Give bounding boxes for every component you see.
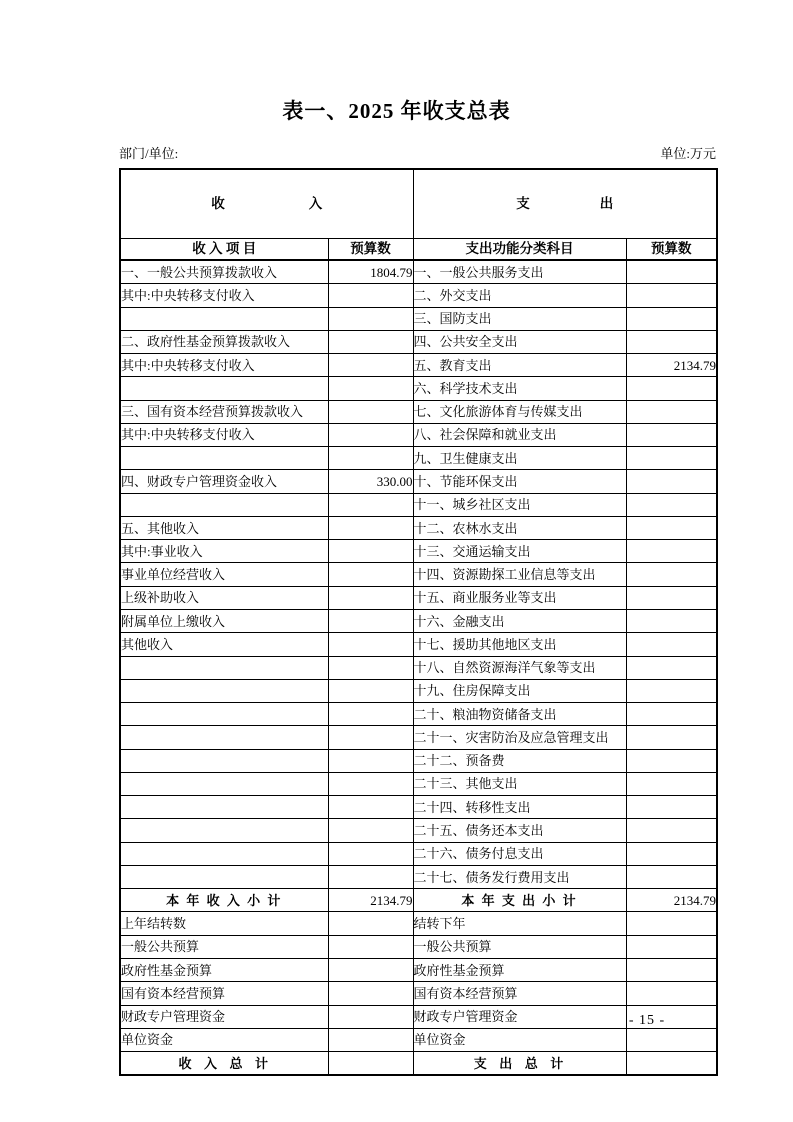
table-row xyxy=(120,586,717,609)
expense-value-cell xyxy=(626,400,717,423)
income-item-cell xyxy=(120,726,328,749)
income-item-cell: 五、其他收入 xyxy=(120,516,328,539)
income-value-cell xyxy=(328,1052,413,1076)
income-item-cell xyxy=(120,749,328,772)
table-row xyxy=(120,726,717,749)
table-row xyxy=(120,935,717,958)
income-item-cell: 其中:事业收入 xyxy=(120,540,328,563)
table-row xyxy=(120,819,717,842)
income-value-cell xyxy=(328,307,413,330)
column-header-row xyxy=(120,238,717,260)
expense-item-cell: 十四、资源勘探工业信息等支出 xyxy=(413,563,626,586)
income-value-cell xyxy=(328,354,413,377)
income-item-cell: 上级补助收入 xyxy=(120,586,328,609)
expense-item-cell: 二十四、转移性支出 xyxy=(413,796,626,819)
income-value-cell: 330.00 xyxy=(328,470,413,493)
expense-value-cell xyxy=(626,516,717,539)
table-row xyxy=(120,1052,717,1076)
page-title: 表一、2025 年收支总表 xyxy=(282,99,511,123)
expense-item-cell: 二十七、债务发行费用支出 xyxy=(413,865,626,888)
table-row xyxy=(120,912,717,935)
expense-item-cell: 七、文化旅游体育与传媒支出 xyxy=(413,400,626,423)
income-item-cell: 一般公共预算 xyxy=(120,935,328,958)
expense-item-cell: 国有资本经营预算 xyxy=(413,982,626,1005)
expense-item-cell: 一般公共预算 xyxy=(413,935,626,958)
income-item-cell xyxy=(120,377,328,400)
table-row xyxy=(120,749,717,772)
expense-item-cell: 五、教育支出 xyxy=(413,354,626,377)
income-item-cell xyxy=(120,447,328,470)
expense-value-cell xyxy=(626,958,717,981)
expense-value-cell xyxy=(626,1052,717,1076)
income-value-cell xyxy=(328,749,413,772)
expense-value-cell xyxy=(626,284,717,307)
income-item-cell: 其中:中央转移支付收入 xyxy=(120,354,328,377)
income-value-cell xyxy=(328,819,413,842)
table-row xyxy=(120,656,717,679)
income-item-cell xyxy=(120,865,328,888)
expense-item-cell: 二十五、债务还本支出 xyxy=(413,819,626,842)
expense-item-cell: 十二、农林水支出 xyxy=(413,516,626,539)
income-item-cell xyxy=(120,819,328,842)
income-budget-header: 预算数 xyxy=(328,238,413,260)
table-row xyxy=(120,260,717,284)
expense-value-cell xyxy=(626,330,717,353)
table-row xyxy=(120,842,717,865)
income-item-cell xyxy=(120,307,328,330)
table-row xyxy=(120,563,717,586)
income-item-cell: 国有资本经营预算 xyxy=(120,982,328,1005)
income-group-char-1: 收 xyxy=(211,196,225,211)
expense-value-cell xyxy=(626,865,717,888)
expense-value-cell xyxy=(626,563,717,586)
income-item-cell xyxy=(120,493,328,516)
expense-value-cell xyxy=(626,656,717,679)
table-row xyxy=(120,447,717,470)
group-header-row xyxy=(120,169,717,238)
expense-item-cell: 二、外交支出 xyxy=(413,284,626,307)
table-row xyxy=(120,982,717,1005)
table-row xyxy=(120,516,717,539)
expense-value-cell: 2134.79 xyxy=(626,354,717,377)
expense-item-cell: 一、一般公共服务支出 xyxy=(413,260,626,284)
income-item-cell: 本 年 收 入 小 计 xyxy=(120,889,328,912)
income-item-cell xyxy=(120,703,328,726)
income-value-cell xyxy=(328,377,413,400)
income-value-cell xyxy=(328,609,413,632)
income-value-cell xyxy=(328,563,413,586)
table-row xyxy=(120,377,717,400)
income-value-cell xyxy=(328,679,413,702)
income-item-cell: 其中:中央转移支付收入 xyxy=(120,284,328,307)
expense-value-cell xyxy=(626,842,717,865)
expense-value-cell xyxy=(626,679,717,702)
expense-value-cell xyxy=(626,423,717,446)
income-value-cell xyxy=(328,493,413,516)
expense-value-cell xyxy=(626,260,717,284)
income-item-cell xyxy=(120,772,328,795)
income-value-cell xyxy=(328,912,413,935)
table-row xyxy=(120,284,717,307)
income-value-cell: 2134.79 xyxy=(328,889,413,912)
expense-item-cell: 六、科学技术支出 xyxy=(413,377,626,400)
expense-value-cell xyxy=(626,586,717,609)
table-row xyxy=(120,1028,717,1051)
table-row xyxy=(120,330,717,353)
income-value-cell xyxy=(328,400,413,423)
expense-item-cell: 四、公共安全支出 xyxy=(413,330,626,353)
income-value-cell xyxy=(328,982,413,1005)
income-item-cell: 政府性基金预算 xyxy=(120,958,328,981)
income-value-cell xyxy=(328,772,413,795)
expense-value-cell xyxy=(626,540,717,563)
page-number: - 15 - xyxy=(628,1013,666,1028)
table-row xyxy=(120,796,717,819)
expense-item-cell: 本 年 支 出 小 计 xyxy=(413,889,626,912)
expense-item-header: 支出功能分类科目 xyxy=(413,238,626,260)
table-row xyxy=(120,307,717,330)
income-value-cell xyxy=(328,540,413,563)
income-item-cell: 一、一般公共预算拨款收入 xyxy=(120,260,328,284)
income-value-cell xyxy=(328,842,413,865)
income-value-cell xyxy=(328,447,413,470)
expense-item-cell: 单位资金 xyxy=(413,1028,626,1051)
income-item-cell: 单位资金 xyxy=(120,1028,328,1051)
income-value-cell xyxy=(328,1028,413,1051)
expense-item-cell: 十一、城乡社区支出 xyxy=(413,493,626,516)
income-item-cell xyxy=(120,796,328,819)
table-row xyxy=(120,470,717,493)
expense-value-cell xyxy=(626,982,717,1005)
expense-item-cell: 十六、金融支出 xyxy=(413,609,626,632)
income-value-cell xyxy=(328,726,413,749)
expense-item-cell: 十九、住房保障支出 xyxy=(413,679,626,702)
expense-item-cell: 财政专户管理资金 xyxy=(413,1005,626,1028)
table-row xyxy=(120,958,717,981)
expense-item-cell: 三、国防支出 xyxy=(413,307,626,330)
income-value-cell xyxy=(328,656,413,679)
table-row xyxy=(120,354,717,377)
expense-value-cell xyxy=(626,377,717,400)
income-item-cell: 其中:中央转移支付收入 xyxy=(120,423,328,446)
expense-value-cell xyxy=(626,307,717,330)
table-row xyxy=(120,679,717,702)
table-row xyxy=(120,865,717,888)
department-unit-label: 部门/单位: xyxy=(119,146,179,161)
expense-value-cell xyxy=(626,912,717,935)
income-value-cell xyxy=(328,1005,413,1028)
table-row xyxy=(120,400,717,423)
income-item-cell: 财政专户管理资金 xyxy=(120,1005,328,1028)
table-row xyxy=(120,493,717,516)
expense-value-cell xyxy=(626,772,717,795)
income-value-cell xyxy=(328,516,413,539)
expense-group-header xyxy=(413,169,717,238)
income-value-cell: 1804.79 xyxy=(328,260,413,284)
income-item-cell: 收 入 总 计 xyxy=(120,1052,328,1076)
expense-item-cell: 十三、交通运输支出 xyxy=(413,540,626,563)
expense-value-cell xyxy=(626,609,717,632)
table-row xyxy=(120,609,717,632)
expense-item-cell: 二十一、灾害防治及应急管理支出 xyxy=(413,726,626,749)
income-value-cell xyxy=(328,586,413,609)
income-item-cell: 四、财政专户管理资金收入 xyxy=(120,470,328,493)
budget-table-body xyxy=(120,260,717,1075)
income-value-cell xyxy=(328,703,413,726)
income-item-cell xyxy=(120,656,328,679)
income-value-cell xyxy=(328,423,413,446)
expense-item-cell: 支 出 总 计 xyxy=(413,1052,626,1076)
income-item-cell: 其他收入 xyxy=(120,633,328,656)
expense-item-cell: 二十六、债务付息支出 xyxy=(413,842,626,865)
income-item-cell: 三、国有资本经营预算拨款收入 xyxy=(120,400,328,423)
income-item-cell: 二、政府性基金预算拨款收入 xyxy=(120,330,328,353)
table-row xyxy=(120,703,717,726)
table-row xyxy=(120,540,717,563)
income-value-cell xyxy=(328,796,413,819)
expense-budget-header: 预算数 xyxy=(626,238,717,260)
expense-item-cell: 十五、商业服务业等支出 xyxy=(413,586,626,609)
table-row xyxy=(120,633,717,656)
income-item-cell: 事业单位经营收入 xyxy=(120,563,328,586)
expense-item-cell: 政府性基金预算 xyxy=(413,958,626,981)
expense-item-cell: 二十、粮油物资储备支出 xyxy=(413,703,626,726)
expense-item-cell: 十七、援助其他地区支出 xyxy=(413,633,626,656)
expense-value-cell xyxy=(626,470,717,493)
income-group-header xyxy=(120,169,413,238)
expense-item-cell: 八、社会保障和就业支出 xyxy=(413,423,626,446)
income-item-cell: 上年结转数 xyxy=(120,912,328,935)
income-item-cell xyxy=(120,842,328,865)
expense-value-cell: 2134.79 xyxy=(626,889,717,912)
income-item-header: 收 入 项 目 xyxy=(120,238,328,260)
expense-item-cell: 十八、自然资源海洋气象等支出 xyxy=(413,656,626,679)
expense-group-char-1: 支 xyxy=(516,196,530,211)
expense-item-cell: 结转下年 xyxy=(413,912,626,935)
expense-value-cell xyxy=(626,935,717,958)
expense-group-char-2: 出 xyxy=(599,196,614,211)
budget-table xyxy=(119,168,718,1076)
income-item-cell xyxy=(120,679,328,702)
income-value-cell xyxy=(328,633,413,656)
expense-value-cell xyxy=(626,819,717,842)
income-value-cell xyxy=(328,958,413,981)
expense-item-cell: 十、节能环保支出 xyxy=(413,470,626,493)
expense-value-cell xyxy=(626,796,717,819)
table-row xyxy=(120,772,717,795)
unit-label: 单位:万元 xyxy=(660,146,716,161)
expense-value-cell xyxy=(626,1028,717,1051)
table-row xyxy=(120,889,717,912)
expense-value-cell xyxy=(626,749,717,772)
expense-value-cell xyxy=(626,493,717,516)
expense-item-cell: 二十三、其他支出 xyxy=(413,772,626,795)
expense-value-cell xyxy=(626,703,717,726)
income-group-char-2: 入 xyxy=(308,196,323,211)
income-value-cell xyxy=(328,284,413,307)
income-item-cell: 附属单位上缴收入 xyxy=(120,609,328,632)
expense-value-cell xyxy=(626,447,717,470)
table-row xyxy=(120,423,717,446)
expense-item-cell: 二十二、预备费 xyxy=(413,749,626,772)
income-value-cell xyxy=(328,935,413,958)
income-value-cell xyxy=(328,865,413,888)
expense-value-cell xyxy=(626,726,717,749)
expense-value-cell xyxy=(626,633,717,656)
expense-item-cell: 九、卫生健康支出 xyxy=(413,447,626,470)
income-value-cell xyxy=(328,330,413,353)
